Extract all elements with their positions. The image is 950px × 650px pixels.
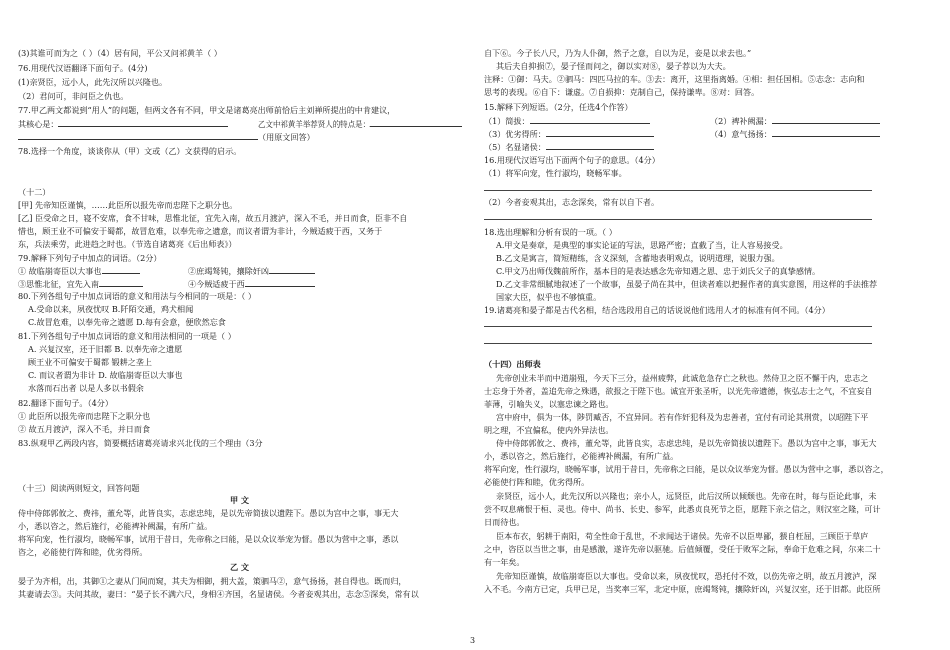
text-line: 侍中侍郎郭攸之、费祎，董允等，此皆良实，志虑忠纯，是以先帝简拔以遗陛下。愚以为宫中之事，事无大 xyxy=(18,508,399,518)
text-line: 之中，咨臣以当世之事，由是感激，遂许先帝以驱驰。后值倾覆，受任于败军之际，奉命于危难之间，尔来二十 xyxy=(484,544,881,554)
answer-blank[interactable] xyxy=(269,264,315,274)
text-line: [乙] 臣受命之日，寝不安席，食不甘味，思惟北征，宜先入南，故五月渡泸，深入不毛，并日而食，臣非不自 xyxy=(18,213,408,223)
answer-blank[interactable] xyxy=(99,277,143,287)
text-fragment: （4）意气扬扬： xyxy=(710,129,772,139)
text-line: C. 而议者谓为非计 D. 故临崩寄臣以大事也 xyxy=(28,370,183,380)
text-line: B.乙文是寓言，简短精练，含义深刻，含蓄地表明观点，说明道理，说服力强。 xyxy=(496,253,780,263)
answer-line[interactable] xyxy=(484,326,872,327)
text-line xyxy=(18,117,228,130)
text-fragment: （用原文回答） xyxy=(258,132,315,142)
question-15: 15.解释下列短语。（2分，任选4个作答） xyxy=(484,102,633,112)
answer-blank[interactable] xyxy=(772,127,880,137)
text-line: ① 此臣所以报先帝而忠陛下之职分也 xyxy=(18,411,151,421)
text-fragment: 乙文中祁黄羊举荐贤人的特点是： xyxy=(258,119,371,129)
question-76: 76.用现代汉语翻译下面句子。(4分) xyxy=(18,63,148,73)
question-19: 19.诸葛亮和晏子都是古代名相，结合选段用自己的话说说他们选用人才的标准有何不同。（4分） xyxy=(484,305,830,315)
text-line: 其后夫自抑损⑦，晏子怪而问之，御以实对⑧，晏子荐以为大夫。 xyxy=(496,61,731,71)
text-line: A.甲文是奏章，是典型的事实论证的写法，思路严密；直截了当，让人容易接受。 xyxy=(496,240,788,250)
text-line: (3)其谁可而为之（ ）（4）居有间，平公又问祁黄羊（ ） xyxy=(18,48,222,58)
answer-blank[interactable] xyxy=(772,114,880,124)
question-82: 82.翻译下面句子。（4分） xyxy=(18,398,113,408)
text-fragment: ②庶竭驽钝，攘除奸凶 xyxy=(188,266,269,276)
question-79: 79.解释下列句子中加点的词语。（2分） xyxy=(18,253,162,263)
text-line: 尝不叹息痛恨于桓、灵也。侍中、尚书、长史、参军，此悉贞良死节之臣，愿陛下亲之信之，则汉室之隆，可计 xyxy=(484,504,881,514)
text-line: (1)亲贤臣，远小人，此先汉所以兴隆也。 xyxy=(18,77,168,87)
question-80: 80.下列各组句子中加点词语的意义和用法与今相同的一项是：（ ） xyxy=(18,291,257,301)
text-line: C.甲文乃出师伐魏前所作，基本目的是表达感念先帝知遇之恩、忠于刘氏父子的真挚感情。 xyxy=(496,266,821,276)
passage-b-title: 乙 文 xyxy=(230,562,250,572)
text-line: （2）今者妾观其出，志念深矣，常有以自下者。 xyxy=(484,197,660,207)
text-line: 顾王业不可偏安于蜀都 锻耕之垄上 xyxy=(28,357,152,367)
text-line: 其妻请去③。夫问其故，妻曰：“晏子长不满六尺，身相④齐国，名显诸侯。今者妾观其出，志念⑤深矣，常有以 xyxy=(18,589,419,599)
answer-blank[interactable] xyxy=(245,277,315,287)
question-83: 83.纵观甲乙两段内容，简要概括诸葛亮请求兴北伐的三个理由（3分 xyxy=(18,438,263,448)
text-line: 宫中府中，俱为一体，陟罚臧否，不宜异同。若有作奸犯科及为忠善者，宜付有司论其刑赏，以昭陛下平 xyxy=(496,412,869,422)
text-fragment: ③思惟北征，宜先入南 xyxy=(18,279,99,289)
text-line: 先帝知臣谨慎，故临崩寄臣以大事也。受命以来，夙夜忧叹，恐托付不效，以伤先帝之明，故五月渡泸，深 xyxy=(496,571,877,581)
text-line: 先帝创业未半而中道崩殂，今天下三分，益州疲弊，此诚危急存亡之秋也。然侍卫之臣不懈于内，忠志之 xyxy=(496,373,869,383)
text-fragment: 其核心是： xyxy=(18,119,59,129)
text-line: 菲薄，引喻失义，以塞忠谏之路也。 xyxy=(484,399,614,409)
text-line: 日而待也。 xyxy=(484,517,525,527)
text-line: D.乙文非常细腻地叙述了一个故事，虽晏子尚在其中，但读者难以把握作者的真实意图，用这样的手法推荐 xyxy=(496,279,878,289)
text-line xyxy=(258,117,462,130)
answer-blank[interactable] xyxy=(102,264,140,274)
question-16: 16.用现代汉语写出下面两个句子的意思。（4分） xyxy=(484,155,660,165)
text-line: 入不毛。今南方已定，兵甲已足，当奖率三军，北定中原，庶竭驽钝，攘除奸凶，兴复汉室，还于旧都。此臣所 xyxy=(484,584,881,594)
text-line: 东，兵法乘劳，此进趋之时也。（节选自诸葛亮《后出师表》） xyxy=(18,239,237,249)
text-line: 晏子为齐相，出，其御①之妻从门间而窥，其夫为相御，拥大盖，策驷马②，意气扬扬，甚自得也。既而归， xyxy=(18,576,407,586)
text-line: 国家大臣，似乎也不够慎重。 xyxy=(496,292,602,302)
text-line: 臣本布衣，躬耕于南阳，苟全性命于乱世，不求闻达于诸侯。先帝不以臣卑鄙，猥自枉屈，三顾臣于草庐 xyxy=(496,531,869,541)
text-line: 注释：①御：马夫。②驷马：四匹马拉的车。③去：离开，这里指离婚。④相：担任国相。⑤志念：志向和 xyxy=(484,74,865,84)
page-number: 3 xyxy=(470,636,476,645)
text-line: 将军向宠，性行淑均，晓畅军事，试用于昔日，先帝称之曰能，是以众议举宠为督。愚以为营中之事，悉以 xyxy=(18,534,399,544)
text-line: 明之理，不宜偏私，使内外异法也。 xyxy=(484,425,614,435)
answer-blank[interactable] xyxy=(546,127,654,137)
text-line: 小，悉以咨之，然后施行，必能裨补阙漏，有所广益。 xyxy=(484,451,679,461)
text-line xyxy=(188,264,315,277)
text-fragment: （2）裨补阙漏： xyxy=(710,116,772,126)
answer-blank[interactable] xyxy=(370,117,462,127)
text-line xyxy=(18,277,143,290)
text-line: （1）将军向宠，性行淑均，晓畅军事。 xyxy=(484,168,627,178)
passage-a-title: 甲 文 xyxy=(230,495,250,505)
text-line: 惜也，顾王业不可偏安于蜀都，故冒危难，以奉先帝之遗意，而议者谓为非计，今贼适疲于西，又务于 xyxy=(18,226,383,236)
question-81: 81.下列各组句子中加点词语的意义和用法相同的一项是（ ） xyxy=(18,331,236,341)
text-line xyxy=(18,130,315,143)
text-line: C.故冒危难，以奉先帝之遗愿 D.每有会意，便欣然忘食 xyxy=(28,317,226,327)
text-line: 咨之，必能使行阵和睦，优劣得所。 xyxy=(18,547,148,557)
text-line xyxy=(710,127,880,140)
answer-blank[interactable] xyxy=(530,114,650,124)
text-line: 小，悉以咨之，然后施行，必能裨补阙漏，有所广益。 xyxy=(18,521,213,531)
text-line: 亲贤臣，远小人，此先汉所以兴隆也；亲小人，远贤臣，此后汉所以倾颓也。先帝在时，每与臣论此事，未 xyxy=(496,491,877,501)
text-line xyxy=(484,140,654,153)
answer-line[interactable] xyxy=(484,190,872,191)
text-line: 将军向宠，性行淑均，晓畅军事，试用于昔日，先帝称之曰能，是以众议举宠为督。愚以为营中之事，悉以咨之， xyxy=(484,464,889,474)
text-line: 侍中侍郎郭攸之、费祎，董允等，此皆良实，志虑忠纯，是以先帝简拔以遗陛下。愚以为宫中之事，事无大 xyxy=(496,438,877,448)
text-fragment: （3）优劣得所： xyxy=(484,129,546,139)
question-77: 77.甲乙两文都说到“用人”的问题，但两文各有不同，甲文是诸葛亮出师前恰后主刘禅所提出的中肯建议， xyxy=(18,105,396,115)
text-line: 水落而石出者 以是人多以书假余 xyxy=(28,383,144,393)
text-line: A.受命以来，夙夜忧叹 B.阡陌交通，鸡犬相闻 xyxy=(28,304,194,314)
text-line xyxy=(710,114,880,127)
answer-line[interactable] xyxy=(484,343,872,344)
text-line xyxy=(484,127,654,140)
text-line xyxy=(188,277,315,290)
answer-blank[interactable] xyxy=(546,140,654,150)
text-line: （2）君问可，非问臣之仇也。 xyxy=(18,91,129,101)
text-fragment: （5）名显诸侯： xyxy=(484,142,546,152)
text-fragment: （1）简拔： xyxy=(484,116,530,126)
text-line xyxy=(484,114,650,127)
text-line: ② 故五月渡泸，深入不毛，并日而食 xyxy=(18,424,151,434)
text-line: 士忘身于外者，盖追先帝之殊遇，欲报之于陛下也。诚宜开张圣听，以光先帝遗德，恢弘志士之气，不宜妄自 xyxy=(484,386,873,396)
text-line: 自下⑥。今子长八尺，乃为人仆御，然子之意，自以为足，妾是以求去也。” xyxy=(484,48,752,58)
text-line: 有一年矣。 xyxy=(484,557,525,567)
text-line: [甲] 先帝知臣谨慎，……此臣所以报先帝而忠陛下之职分也。 xyxy=(18,200,238,210)
section-12-heading: （十二） xyxy=(18,187,51,197)
text-line: 必能使行阵和睦，优劣得所。 xyxy=(484,477,590,487)
answer-blank[interactable] xyxy=(18,130,258,140)
section-14-heading: （十四）出师表 xyxy=(484,359,541,369)
text-fragment: ④今贼适疲于西 xyxy=(188,279,245,289)
text-line: A. 兴复汉室，还于旧都 B. 以奉先帝之遗愿 xyxy=(28,344,183,354)
section-13-heading: （十三）阅读两则短文，回答问题 xyxy=(18,483,140,493)
question-78: 78.选择一个角度，谈谈你从（甲）文或（乙）文获得的启示。 xyxy=(18,146,242,156)
text-line: 思考的表现。⑥自下：谦虚。⑦自损抑：克制自己，保持谦卑。⑧对：回答。 xyxy=(484,87,760,97)
question-18: 18.选出理解和分析有误的一项。（ ） xyxy=(484,227,617,237)
answer-blank[interactable] xyxy=(58,117,228,127)
text-fragment: ① 故临崩寄臣以大事也 xyxy=(18,266,102,276)
answer-line[interactable] xyxy=(484,219,872,220)
text-line xyxy=(18,264,140,277)
